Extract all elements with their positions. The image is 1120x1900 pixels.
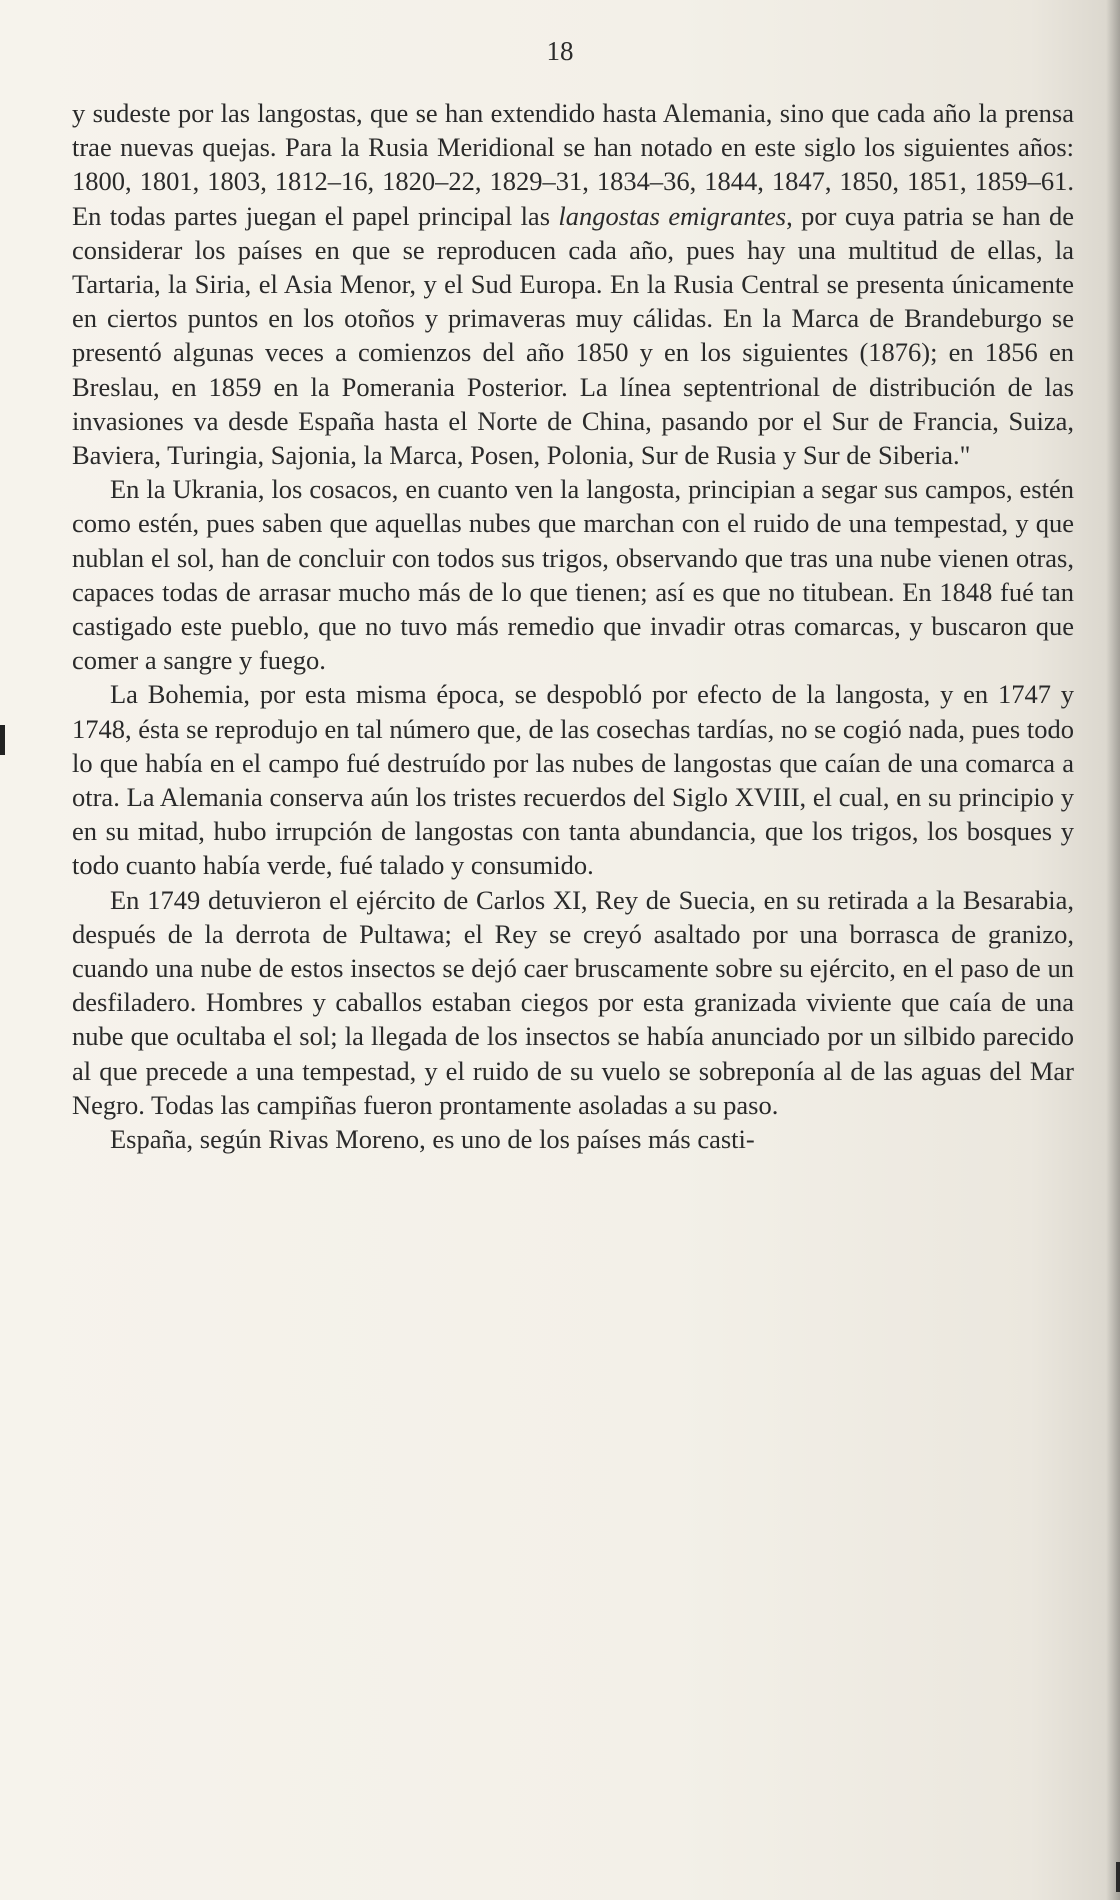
text-segment: En la Ukrania, los cosacos, en cuanto ven la langosta, principian a segar sus campos, estén como estén, pues saben que aquellas nubes que marchan con el ruido de una tempestad, y que nublan el sol, han de concluir con todos sus trigos, observando que tras una nube vienen otras, capaces todas de arrasar mucho más de lo que tienen; así es que no titubean. En 1848 fué tan castigado este pueblo, que no tuvo más remedio que invadir otras comarcas, y buscaron que comer a sangre y fuego. — [72, 474, 1074, 676]
text-segment: España, según Rivas Moreno, es uno de los países más casti- — [110, 1124, 755, 1155]
paragraph-continuation — [72, 96, 1074, 472]
paragraph-carlos-xi — [72, 883, 1074, 1122]
paragraph-espana — [72, 1122, 1074, 1156]
text-segment: , por cuya patria se han de considerar los países en que se reproducen cada año, pues hay una multitud de ellas, la Tartaria, la Siria, el Asia Menor, y el Sud Europa. En la Rusia Central se presenta únicamente en ciertos puntos en los otoños y primaveras muy cálidas. En la Marca de Brandeburgo se presentó algunas veces a comienzos del año 1850 y en los siguientes (1876); en 1856 en Breslau, en 1859 en la Pomerania Posterior. La línea septentrional de distribución de las invasiones va desde España hasta el Norte de China, pasando por el Sur de Francia, Suiza, Baviera, Turingia, Sajonia, la Marca, Posen, Polonia, Sur de Rusia y Sur de Siberia." — [72, 200, 1074, 471]
paragraph-ukrania — [72, 472, 1074, 677]
text-segment: y sudeste por las langostas, que se han extendido hasta Alemania, sino que cada año la prensa trae nuevas quejas. Para la Rusia Meridional se han notado en este siglo los siguientes años: 1800, 1801, 1803, 1812–16, 1820–22, 1829–31, 1834–36, 1844, 1847, 1850, 1851, 1859–61. En todas partes juegan el papel principal las — [72, 98, 1074, 231]
left-margin-mark — [0, 725, 5, 755]
text-segment: En 1749 detuvieron el ejército de Carlos XI, Rey de Suecia, en su retirada a la Besarabia, después de la derrota de Pultawa; el Rey se creyó asaltado por una borrasca de granizo, cuando una nube de estos insectos se dejó caer bruscamente sobre su ejército, en el paso de un desfiladero. Hombres y caballos estaban ciegos por esta granizada viviente que caía de una nube que ocultaba el sol; la llegada de los insectos se había anunciado por un silbido parecido al que precede a una tempestad, y el ruido de su vuelo se sobreponía al de las aguas del Mar Negro. Todas las campiñas fueron prontamente asoladas a su paso. — [72, 884, 1074, 1120]
text-segment: La Bohemia, por esta misma época, se despobló por efecto de la langosta, y en 1747 y 1748, ésta se reprodujo en tal número que, de las cosechas tardías, no se cogió nada, pues todo lo que había en el campo fué destruído por las nubes de langostas que caían de una comarca a otra. La Alemania conserva aún los tristes recuerdos del Siglo XVIII, el cual, en su principio y en su mitad, hubo irrupción de langostas con tanta abundancia, que los trigos, los bosques y todo cuanto había verde, fué talado y consumido. — [72, 679, 1074, 881]
paragraph-bohemia — [72, 677, 1074, 882]
body-text — [72, 96, 1074, 1156]
italic-term: langostas emigrantes — [558, 200, 787, 231]
page-edge-shadow — [1106, 0, 1120, 1900]
page-number: 18 — [546, 36, 574, 66]
